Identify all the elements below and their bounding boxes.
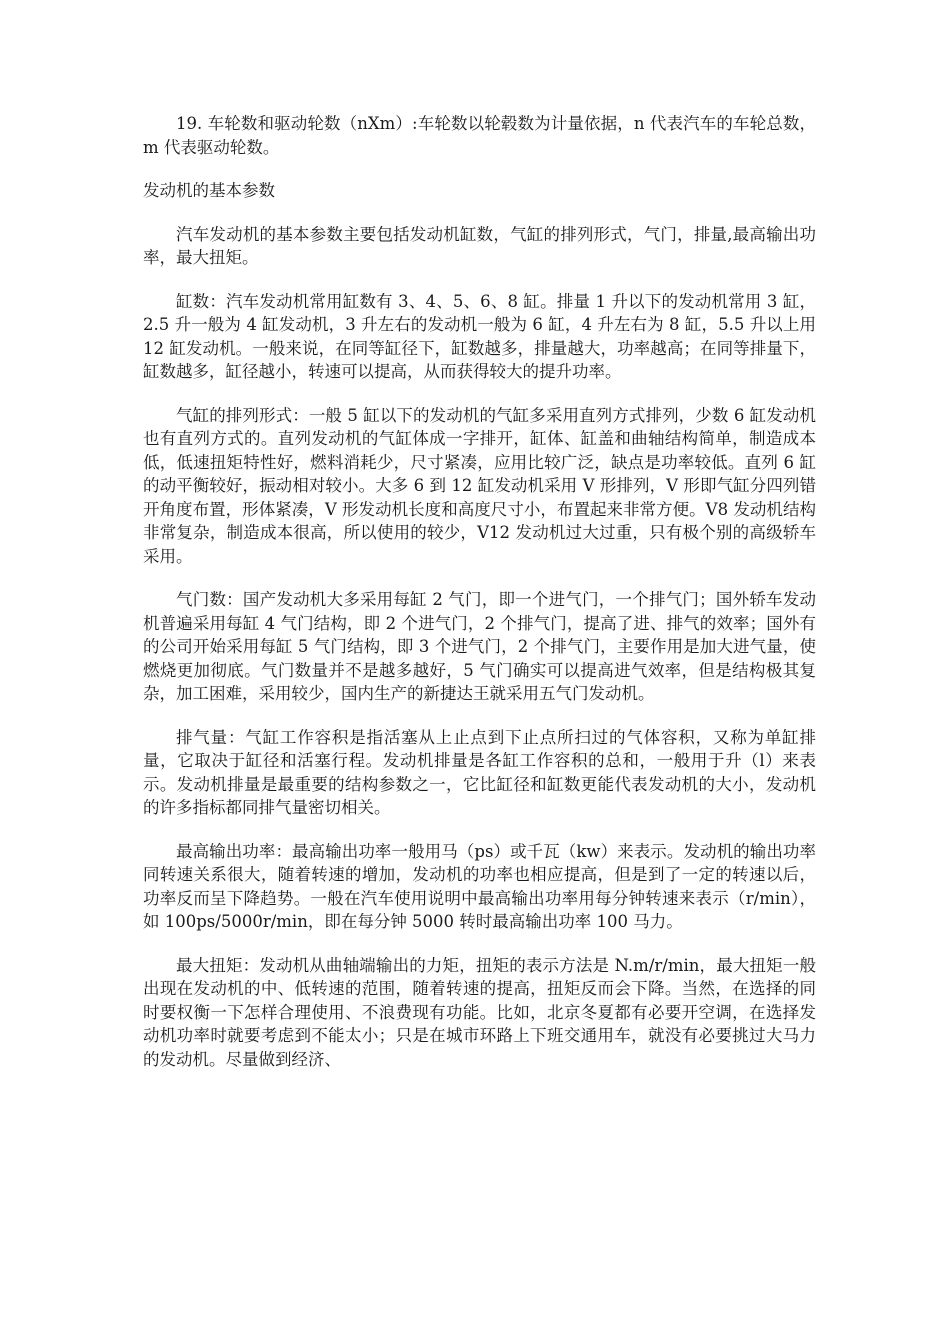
section-heading: 发动机的基本参数 [143,181,275,200]
paragraph-max-torque: 最大扭矩：发动机从曲轴端输出的力矩，扭矩的表示方法是 N.m/r/min，最大扭矩一般出现在发动机的中、低转速的范围，随着转速的提高，扭矩反而会下降。当然，在选择的同时要权衡一下怎样合理使用、不浪费现有功能。比如，北京冬夏都有必要开空调，在选择发动机功率时就要考虑到不能太小；只是在城市环路上下班交通用车，就没有必要挑过大马力的发动机。尽量做到经济、 [143,955,816,1069]
document-body [143,112,816,1091]
paragraph-cylinder-count: 缸数：汽车发动机常用缸数有 3、4、5、6、8 缸。排量 1 升以下的发动机常用 3 缸，2.5 升一般为 4 缸发动机，3 升左右的发动机一般为 6 缸，4 升左右为 8 缸，5.5 升以上用 12 缸发动机。一般来说，在同等缸径下，缸数越多，排量越大，功率越高；在同等排量下，缸数越多，缸径越小，转速可以提高，从而获得较大的提升功率。 [143,291,816,381]
paragraph-displacement: 排气量：气缸工作容积是指活塞从上止点到下止点所扫过的气体容积，又称为单缸排量，它取决于缸径和活塞行程。发动机排量是各缸工作容积的总和，一般用于升（l）来表示。发动机排量是最重要的结构参数之一，它比缸径和缸数更能代表发动机的大小，发动机的许多指标都同排气量密切相关。 [143,727,816,817]
paragraph-engine-overview: 汽车发动机的基本参数主要包括发动机缸数，气缸的排列形式，气门，排量,最高输出功率，最大扭矩。 [143,224,816,267]
paragraph-max-power: 最高输出功率：最高输出功率一般用马（ps）或千瓦（kw）来表示。发动机的输出功率同转速关系很大，随着转速的增加，发动机的功率也相应提高，但是到了一定的转速以后，功率反而呈下降趋势。一般在汽车使用说明中最高输出功率用每分钟转速来表示（r/min），如 100ps/5000r/min，即在每分钟 5000 转时最高输出功率 100 马力。 [143,841,816,931]
paragraph-valve-count: 气门数：国产发动机大多采用每缸 2 气门，即一个进气门，一个排气门；国外轿车发动机普遍采用每缸 4 气门结构，即 2 个进气门，2 个排气门，提高了进、排气的效率；国外有的公司开始采用每缸 5 气门结构，即 3 个进气门，2 个排气门，主要作用是加大进气量，使燃烧更加彻底。气门数量并不是越多越好，5 气门确实可以提高进气效率，但是结构极其复杂，加工困难，采用较少，国内生产的新捷达王就采用五气门发动机。 [143,590,816,703]
paragraph-wheel-count: 19. 车轮数和驱动轮数（nXm）:车轮数以轮毂数为计量依据，n 代表汽车的车轮总数，m 代表驱动轮数。 [143,114,816,157]
paragraph-cylinder-arrangement: 气缸的排列形式：一般 5 缸以下的发动机的气缸多采用直列方式排列，少数 6 缸发动机也有直列方式的。直列发动机的气缸体成一字排开，缸体、缸盖和曲轴结构简单，制造成本低，低速扭矩特性好，燃料消耗少，尺寸紧凑，应用比较广泛，缺点是功率较低。直列 6 缸的动平衡较好，振动相对较小。大多 6 到 12 缸发动机采用 V 形排列，V 形即气缸分四列错开角度布置，形体紧凑，V 形发动机长度和高度尺寸小，布置起来非常方便。V8 发动机结构非常复杂，制造成本很高，所以使用的较少，V12 发动机过大过重，只有极个别的高级轿车采用。 [143,405,816,566]
